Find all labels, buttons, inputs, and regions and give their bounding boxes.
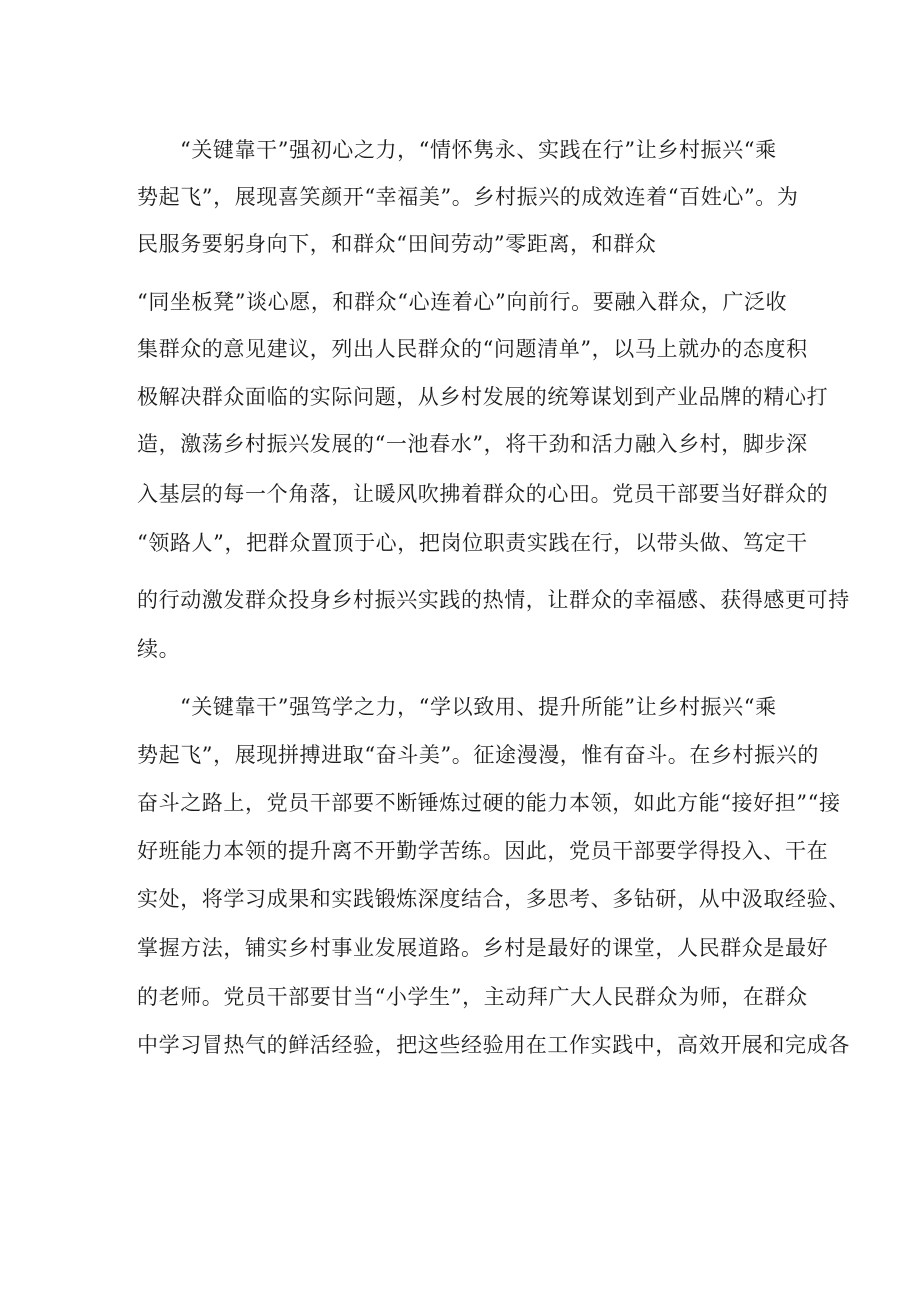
text-line: 的行动激发群众投身乡村振兴实践的热情，让群众的幸福感、获得感更可持: [137, 588, 850, 612]
text-line: “关键靠干”强初心之力，“情怀隽永、实践在行”让乡村振兴“乘: [180, 138, 777, 162]
text-line: “同坐板凳”谈心愿，和群众“心连着心”向前行。要融入群众，广泛收: [137, 290, 788, 314]
text-line: 续。: [137, 637, 181, 661]
text-line: 势起飞”，展现拼搏进取“奋斗美”。征途漫漫，惟有奋斗。在乡村振兴的: [137, 743, 820, 767]
text-line: 中学习冒热气的鲜活经验，把这些经验用在工作实践中，高效开展和完成各: [137, 1033, 850, 1057]
text-line: 极解决群众面临的实际问题，从乡村发展的统筹谋划到产业品牌的精心打: [137, 385, 829, 409]
text-line: 掌握方法，铺实乡村事业发展道路。乡村是最好的课堂，人民群众是最好: [137, 936, 829, 960]
text-line: 奋斗之路上，党员干部要不断锤炼过硬的能力本领，如此方能“接好担”“接: [137, 791, 841, 815]
text-line: “关键靠干”强笃学之力，“学以致用、提升所能”让乡村振兴“乘: [180, 695, 777, 719]
text-line: 好班能力本领的提升离不开勤学苦练。因此，党员干部要学得投入、干在: [137, 839, 829, 863]
text-line: 势起飞”，展现喜笑颜开“幸福美”。乡村振兴的成效连着“百姓心”。为: [137, 185, 799, 209]
text-line: 的老师。党员干部要甘当“小学生”，主动拜广大人民群众为师，在群众: [137, 985, 808, 1009]
text-line: 民服务要躬身向下，和群众“田间劳动”零距离，和群众: [137, 232, 657, 256]
text-line: “领路人”，把群众置顶于心，把岗位职责实践在行，以带头做、笃定干: [137, 531, 808, 555]
text-line: 造，激荡乡村振兴发展的“一池春水”，将干劲和活力融入乡村，脚步深: [137, 432, 808, 456]
text-line: 实处，将学习成果和实践锻炼深度结合，多思考、多钻研，从中汲取经验、: [137, 887, 850, 911]
text-line: 入基层的每一个角落，让暖风吹拂着群众的心田。党员干部要当好群众的: [137, 482, 829, 506]
text-line: 集群众的意见建议，列出人民群众的“问题清单”，以马上就办的态度积: [137, 337, 808, 361]
